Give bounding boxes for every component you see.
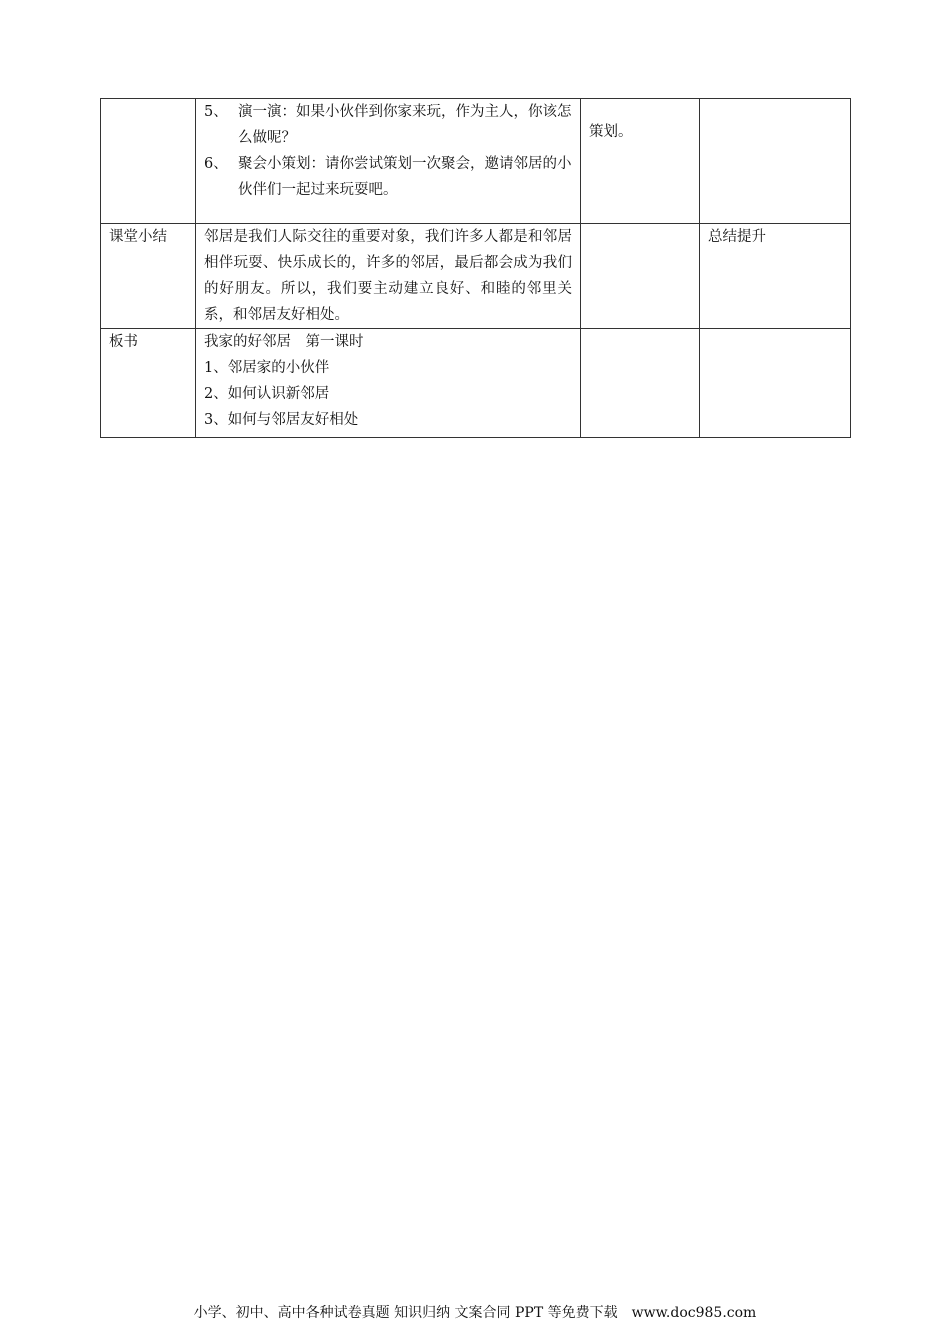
page-footer: 小学、初中、高中各种试卷真题 知识归纳 文案合同 PPT 等免费下载 www.doc985.com (193, 1305, 757, 1321)
table-row-summary (101, 224, 851, 329)
blackboard-line: 1、邻居家的小伙伴 (204, 360, 330, 376)
blackboard-line: 3、如何与邻居友好相处 (204, 412, 359, 428)
item-text: 演一演：如果小伙伴到你家来玩，作为主人，你该怎么做呢？ (238, 104, 572, 146)
row-label-summary: 课堂小结 (101, 224, 196, 329)
intent-cell: 总结提升 (700, 224, 851, 329)
lesson-plan-table (100, 98, 851, 438)
method-cell (581, 329, 700, 438)
row-label-blackboard: 板书 (101, 329, 196, 438)
item-number: 6、 (204, 156, 228, 172)
summary-text: 邻居是我们人际交往的重要对象，我们许多人都是和邻居相伴玩耍、快乐成长的，许多的邻居，最后都会成为我们的好朋友。所以，我们要主动建立良好、和睦的邻里关系，和邻居友好相处。 (204, 229, 572, 323)
list-item (204, 151, 572, 203)
list-item (204, 99, 572, 151)
intent-cell (700, 99, 851, 224)
item-text: 聚会小策划：请你尝试策划一次聚会，邀请邻居的小伙伴们一起过来玩耍吧。 (238, 156, 572, 198)
blackboard-title: 我家的好邻居 第一课时 (204, 334, 364, 350)
method-cell: 策划。 (581, 99, 700, 224)
blackboard-cell (196, 329, 581, 438)
blackboard-line: 2、如何认识新邻居 (204, 386, 330, 402)
summary-cell (196, 224, 581, 329)
activities-cell (196, 99, 581, 224)
intent-cell (700, 329, 851, 438)
method-cell (581, 224, 700, 329)
row-label-empty (101, 99, 196, 224)
table-row-blackboard (101, 329, 851, 438)
item-number: 5、 (204, 104, 228, 120)
table-row-activities (101, 99, 851, 224)
